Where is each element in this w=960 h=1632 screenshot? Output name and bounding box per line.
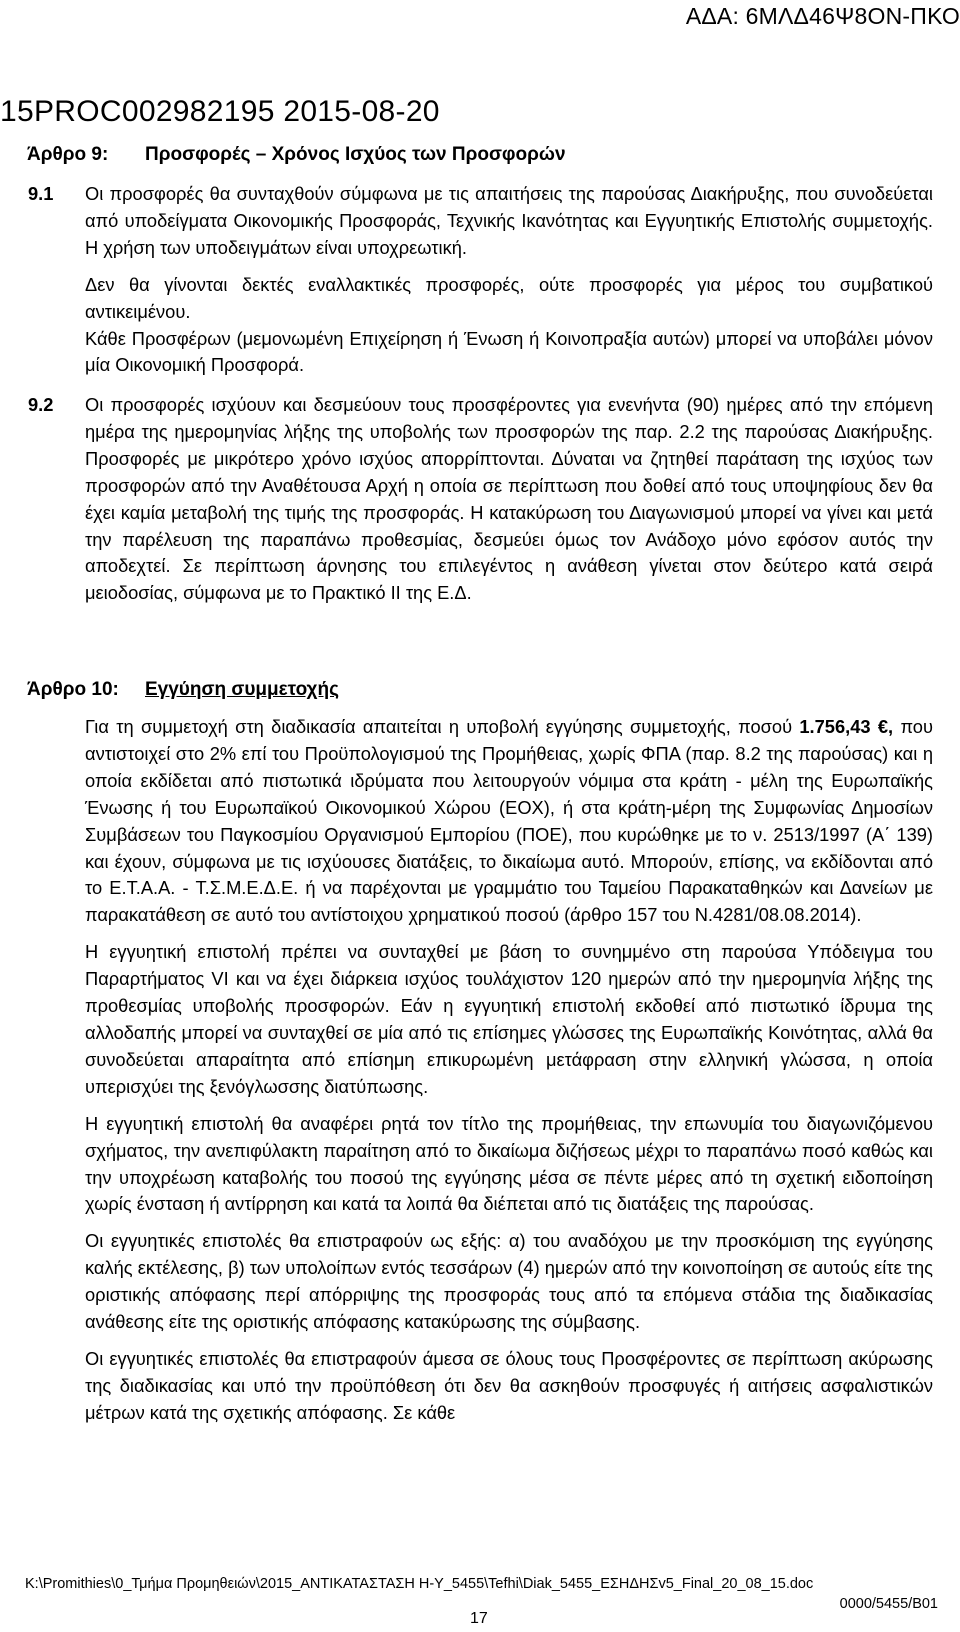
guarantee-text-before: Για τη συμμετοχή στη διαδικασία απαιτείται η υποβολή εγγύησης συμμετοχής, ποσού bbox=[85, 716, 800, 737]
article-9-title: Προσφορές – Χρόνος Ισχύος των Προσφορών bbox=[145, 144, 566, 165]
ada-identifier: ΑΔΑ: 6ΜΛΔ46Ψ8ΟΝ-ΠΚΟ bbox=[685, 3, 960, 29]
section-9-2-body bbox=[28, 392, 933, 607]
article-10-title: Εγγύηση συμμετοχής bbox=[145, 679, 339, 700]
article-10-paragraph-2: Η εγγυητική επιστολή πρέπει να συνταχθεί με βάση το συνημμένο στη παρούσα Υπόδειγμα του Παραρτήματος VI και να έχει διάρκεια ισχύος τουλάχιστον 120 ημερών από την ημερομηνία λήξης της προθεσμίας υποβολής προσφορών. Εάν η εγγυητική επιστολή εκδοθεί από πιστωτικό ίδρυμα της αλλοδαπής μπορεί να συνταχθεί σε μία από τις επίσημες γλώσσες της Ευρωπαϊκής Κοινότητας, αλλά θα συνοδεύεται απαραίτητα από επίσημη επικυρωμένη μετάφραση στην ελληνική γλώσσα, η οποία υπερισχύει της ξενόγλωσσης διατύπωσης. bbox=[85, 941, 933, 1097]
footer-document-code: 0000/5455/Β01 bbox=[839, 1596, 938, 1612]
section-9-1-label: 9.1 bbox=[28, 183, 54, 204]
article-10-body bbox=[85, 714, 933, 1427]
section-9-2 bbox=[28, 392, 933, 607]
section-9-2-paragraph-1: Οι προσφορές ισχύουν και δεσμεύουν τους προσφέροντες για ενενήντα (90) ημέρες από την επόμενη ημέρα της ημερομηνίας λήξης της υποβολής των προσφορών της παρ. 2.2 της παρούσας Διακήρυξης. Προσφορές με μικρότερο χρόνο ισχύος απορρίπτονται. Δύναται να ζητηθεί παράταση της ισχύος των προσφορών από την Αναθέτουσα Αρχή η οποία σε περίπτωση που δοθεί από τους υποψηφίους δεν θα έχει καμία μεταβολή της τιμής της προσφοράς. Η κατακύρωση του Διαγωνισμού μπορεί να γίνει και μετά την παρέλευση της παραπάνω προθεσμίας, δεσμεύει όμως τον Ανάδοχο μόνο εφόσον αυτός την αποδεχτεί. Σε περίπτωση άρνησης του επιλεγέντος η ανάθεση γίνεται στον δεύτερο κατά σειρά μειοδοσίας, σύμφωνα με το Πρακτικό ΙΙ της Ε.Δ. bbox=[85, 394, 933, 604]
footer-file-path: K:\Promithies\0_Τμήμα Προμηθειών\2015_ΑΝΤΙΚΑΤΑΣΤΑΣΗ Η-Υ_5455\Tefhi\Diak_5455_ΕΣΗΔΗΣv5_Final_20_08_15.doc bbox=[25, 1576, 814, 1592]
page-number: 17 bbox=[470, 1610, 488, 1627]
article-10-paragraph-3: Η εγγυητική επιστολή θα αναφέρει ρητά τον τίτλο της προμήθειας, την επωνυμία του διαγωνιζόμενου σχήματος, την ανεπιφύλακτη παραίτηση από το δικαίωμα διζήσεως μέχρι το παραπάνω ποσό καθώς και την υποχρέωση καταβολής του ποσού της εγγύησης μέσα σε πέντε μέρες από τη σχετική ειδοποίηση χωρίς ένσταση ή αντίρρηση και κατά τα λοιπά θα διέπεται από τις διατάξεις της παρούσας. bbox=[85, 1112, 933, 1215]
article-9-heading bbox=[27, 143, 566, 167]
article-10-paragraph-1 bbox=[85, 714, 933, 929]
article-9-number: Άρθρο 9: bbox=[27, 144, 109, 165]
guarantee-text-after: που αντιστοιχεί στο 2% επί του Προϋπολογισμού της Προμήθειας, χωρίς ΦΠΑ (παρ. 8.2 της παρούσας) και η οποία εκδίδεται από πιστωτικά ιδρύματα που λειτουργούν νόμιμα στα κράτη - μέλη της Ευρωπαϊκής Ένωσης ή του Ευρωπαϊκού Οικονομικού Χώρου (ΕΟΧ), ή στα κράτη-μέρη της Συμφωνίας Δημοσίων Συμβάσεων του Παγκοσμίου Οργανισμού Εμπορίου (ΠΟΕ), που κυρώθηκε με το ν. 2513/1997 (Α΄ 139) και έχουν, σύμφωνα με τις ισχύουσες διατάξεις, το δικαίωμα αυτό. Μπορούν, επίσης, να εκδίδονται από το Ε.Τ.Α.Α. - Τ.Σ.Μ.Ε.Δ.Ε. ή να παρέχονται με γραμμάτιο του Ταμείου Παρακαταθηκών και Δανείων με παρακατάθεση σε αυτό του αντίστοιχου χρηματικού ποσού (άρθρο 157 του Ν.4281/08.08.2014). bbox=[85, 716, 933, 926]
article-10-paragraph-5: Οι εγγυητικές επιστολές θα επιστραφούν άμεσα σε όλους τους Προσφέροντες σε περίπτωση ακύρωσης της διαδικασίας και υπό την προϋπόθεση ότι δεν θα ασκηθούν προσφυγές ή αιτήσεις ασφαλιστικών μέτρων κατά της σχετικής απόφασης. Σε κάθε bbox=[85, 1347, 933, 1423]
section-9-1-paragraph-2: Δεν θα γίνονται δεκτές εναλλακτικές προσφορές, ούτε προσφορές για μέρος του συμβατικού αντικειμένου. bbox=[85, 273, 933, 322]
guarantee-amount: 1.756,43 €, bbox=[799, 716, 894, 737]
document-reference: 15PROC002982195 2015-08-20 bbox=[0, 95, 440, 128]
article-10-heading bbox=[27, 678, 339, 702]
section-9-2-label: 9.2 bbox=[28, 394, 54, 415]
section-9-1-paragraph-3: Κάθε Προσφέρων (μεμονωμένη Επιχείρηση ή Ένωση ή Κοινοπραξία αυτών) μπορεί να υποβάλει μόνον μία Οικονομική Προσφορά. bbox=[85, 327, 933, 376]
article-10-paragraph-4: Οι εγγυητικές επιστολές θα επιστραφούν ως εξής: α) του αναδόχου με την προσκόμιση της εγγύησης καλής εκτέλεσης, β) των υπολοίπων εντός τεσσάρων (4) ημερών από την κοινοποίηση σε αυτούς είτε της οριστικής απόφασης περί απόρριψης της προσφοράς τους από τα επόμενα στάδια της διαδικασίας ανάθεσης είτε της οριστικής απόφασης κατακύρωσης της σύμβασης. bbox=[85, 1230, 933, 1333]
article-10-number: Άρθρο 10: bbox=[27, 679, 119, 700]
section-9-1 bbox=[28, 181, 933, 389]
section-9-1-paragraph-1: Οι προσφορές θα συνταχθούν σύμφωνα με τις απαιτήσεις της παρούσας Διακήρυξης, που συνοδεύεται από υποδείγματα Οικονομικής Προσφοράς, Τεχνικής Ικανότητας και Εγγυητικής Επιστολής συμμετοχής. Η χρήση των υποδειγμάτων είναι υποχρεωτική. bbox=[85, 183, 933, 258]
section-9-1-body bbox=[28, 181, 933, 379]
